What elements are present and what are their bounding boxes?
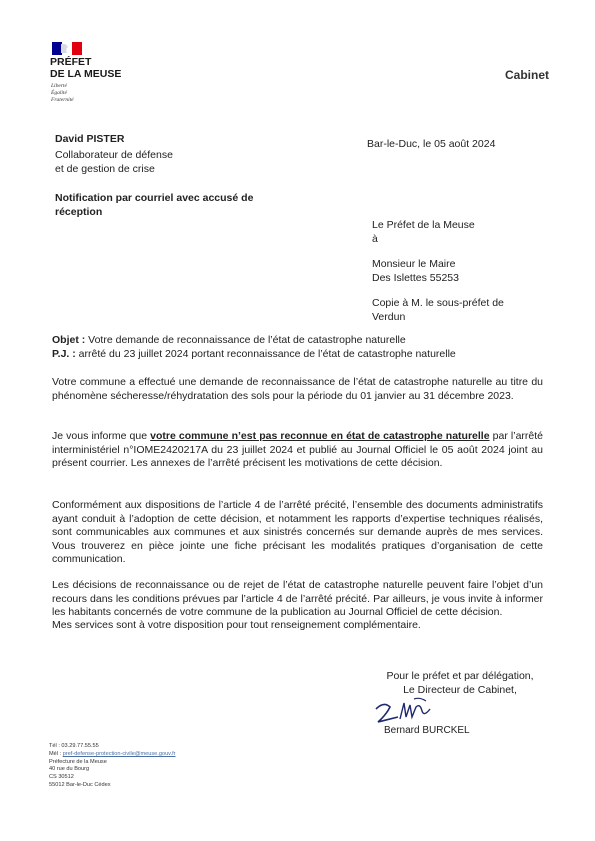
footer-email-link[interactable]: pref-defense-protection-civile@meuse.gouv.fr: [62, 750, 176, 757]
subject-block: [52, 334, 552, 361]
subject-text: Votre demande de reconnaissance de l’état de catastrophe naturelle: [85, 334, 406, 346]
letter-date: Bar-le-Duc, le 05 août 2024: [367, 138, 496, 150]
sender-role: [55, 148, 255, 176]
decision-intro: Je vous informe que: [52, 430, 151, 442]
signature-intro: [365, 669, 555, 697]
recipient-to-word: à: [372, 232, 378, 245]
marianne-flag-icon: [52, 42, 82, 55]
signature-line-1: Pour le préfet et par délégation,: [386, 670, 534, 682]
decision-details: par l’arrêté interministériel n°IOME2420217A du 23 juillet 2024 et publié au Journal Officiel le 05 août 2024 joint au présent courrier. Les annexes de l’arrêté précisent les motivations de cette décision.: [52, 430, 543, 469]
notification-mode: Notification par courriel avec accusé de réception: [55, 192, 254, 218]
department-label: Cabinet: [504, 68, 549, 82]
footer-phone: Tél : 03.29.77.55.55: [49, 743, 99, 749]
footer-address-4: 55012 Bar-le-Duc Cédex: [49, 781, 111, 788]
recipient-addressee: Monsieur le Maire: [372, 258, 456, 270]
institution-line-1: PRÉFET: [50, 56, 92, 68]
paragraph-request: Votre commune a effectué une demande de reconnaissance de l’état de catastrophe naturelle au titre du phénomène sécheresse/réhydratation des sols pour la période du 01 janvier au 31 décembre 2023.: [52, 376, 543, 402]
recipient-commune: Des Islettes 55253: [372, 271, 459, 284]
signature-line-2: Le Directeur de Cabinet,: [403, 684, 517, 696]
motto-egalite: Égalité: [51, 90, 67, 96]
copy-line-1: Copie à M. le sous-préfet de: [372, 297, 504, 309]
footer-address-2: 40 rue du Bourg: [49, 766, 90, 773]
attachment-line: [52, 348, 552, 362]
paragraph-closing: Mes services sont à votre disposition pour tout renseignement complémentaire.: [52, 619, 421, 631]
footer-email-line: [49, 751, 249, 759]
institution-line-2: DE LA MEUSE: [50, 68, 122, 80]
subject-label: Objet :: [52, 334, 86, 346]
attachment-label: P.J. :: [52, 347, 76, 360]
recipient-from: Le Préfet de la Meuse: [372, 219, 475, 231]
paragraph-appeal: Les décisions de reconnaissance ou de rejet de l’état de catastrophe naturelle peuvent faire l’objet d’un recours dans les conditions prévues par l’article 4 de l’arrêté précité. Par ailleurs, je vous invite à informer les habitants concernés de votre commune de la publication au Journal Officiel de cette décision.: [52, 579, 543, 618]
footer-address-3: CS 30512: [49, 774, 74, 781]
contact-footer: [49, 743, 249, 790]
paragraph-documents: Conformément aux dispositions de l’article 4 de l’arrêté précité, l’ensemble des documents administratifs ayant conduit à l’adoption de cette décision, et notamment les rapports d’expertise techniques réalisés, sont communicables aux communes et aux sinistrés concernés sur demande auprès de mes services. Vous trouverez en pièce jointe une fiche précisant les modalités pratiques d’organisation de cette communication.: [52, 499, 543, 565]
sender-name: David PISTER: [55, 133, 125, 145]
subject-line: [52, 334, 552, 348]
paragraph-decision: [52, 430, 543, 471]
motto-fraternite: Fraternité: [51, 97, 74, 103]
republic-motto: [51, 83, 74, 104]
sender-role-line-1: Collaborateur de défense: [55, 149, 173, 161]
institution-name: [50, 56, 121, 80]
footer-email-label: Mél :: [49, 750, 63, 757]
copy-line-2: Verdun: [372, 310, 406, 323]
signer-name: Bernard BURCKEL: [384, 725, 470, 736]
attachment-text: arrêté du 23 juillet 2024 portant reconnaissance de l’état de catastrophe naturelle: [75, 347, 456, 360]
sender-role-line-2: et de gestion de crise: [55, 163, 155, 175]
decision-emphasis: votre commune n’est pas reconnue en état de catastrophe naturelle: [150, 430, 490, 442]
motto-liberte: Liberté: [51, 83, 67, 89]
recipient-block: [372, 219, 552, 324]
footer-address-1: Préfecture de la Meuse: [49, 758, 107, 765]
